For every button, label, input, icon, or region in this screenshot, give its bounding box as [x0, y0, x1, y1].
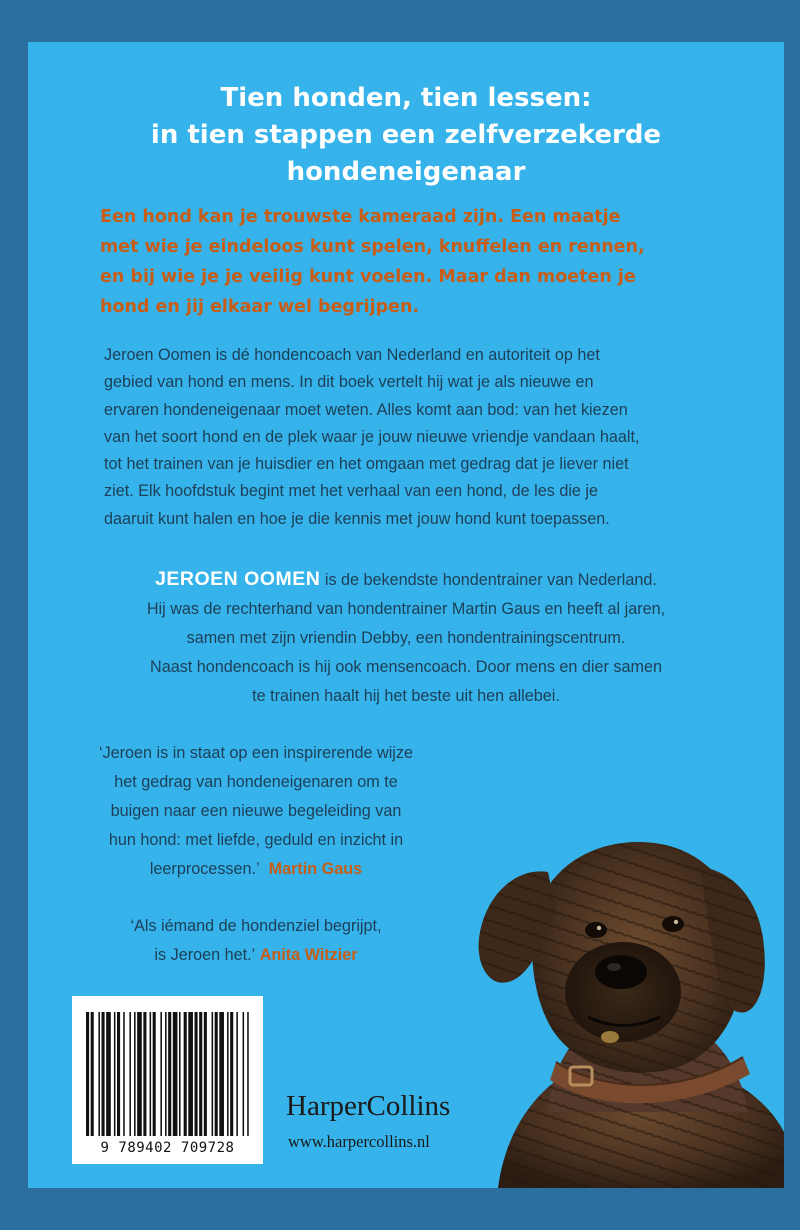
barcode-bar: [91, 1012, 94, 1136]
body-line: tot het trainen van je huisdier en het omgaan met gedrag dat je liever niet: [104, 455, 629, 474]
barcode-bar: [106, 1012, 111, 1136]
barcode-bar: [134, 1012, 136, 1136]
bio-line: Naast hondencoach is hij ook mensencoach. Door mens en dier samen: [150, 658, 662, 676]
lead-line: hond en jij elkaar wel begrijpen.: [100, 297, 420, 317]
barcode-bar: [114, 1012, 116, 1136]
body-line: Jeroen Oomen is dé hondencoach van Nederland en autoriteit op het: [104, 346, 600, 364]
headline-line: hondeneigenaar: [286, 157, 526, 187]
barcode-bar: [247, 1012, 249, 1136]
quote-line: hun hond: met liefde, geduld en inzicht in: [108, 831, 404, 849]
author-name: JEROEN OOMEN: [155, 568, 321, 590]
quote-anita-witzier: [86, 912, 426, 970]
publisher-logo: HarperCollins: [286, 1090, 451, 1122]
lead-line: Een hond kan je trouwste kameraad zijn. Een maatje: [100, 207, 621, 227]
quote-line: buigen naar een nieuwe begeleiding van: [110, 802, 402, 820]
bio-first-line: [28, 565, 784, 595]
bio-first-line-text: is de bekendste hondentrainer van Nederland.: [320, 571, 657, 589]
barcode-bar: [188, 1012, 193, 1136]
description-paragraph: [104, 342, 744, 533]
barcode-bar: [204, 1012, 207, 1136]
barcode-bar: [199, 1012, 202, 1136]
body-line: gebied van hond en mens. In dit boek vertelt hij wat je als nieuwe en: [104, 373, 594, 392]
quote-last-line: [86, 855, 426, 884]
quote-text: leerprocessen.’: [149, 860, 260, 878]
isbn-number: 9 789402 709728: [100, 1140, 235, 1156]
barcode-bar: [227, 1012, 229, 1136]
barcode-bar: [219, 1012, 224, 1136]
barcode-bar: [153, 1012, 156, 1136]
body-line: van het soort hond en de plek waar je jouw nieuwe vriendje vandaan haalt,: [104, 427, 640, 446]
quote-attribution: Martin Gaus: [268, 860, 363, 878]
lead-line: en bij wie je je veilig kunt voelen. Maar dan moeten je: [100, 267, 636, 287]
bio-line: samen met zijn vriendin Debby, een hondentrainingscentrum.: [186, 629, 626, 647]
barcode-bar: [184, 1012, 187, 1136]
barcode-bar: [86, 1012, 89, 1136]
body-line: ervaren hondeneigenaar moet weten. Alles komt aan bod: van het kiezen: [104, 400, 628, 419]
cover-headline: [28, 80, 784, 191]
barcode-bar: [236, 1012, 238, 1136]
barcode-bar: [143, 1012, 146, 1136]
barcode-bar: [168, 1012, 171, 1136]
dog-photo: [438, 812, 784, 1188]
barcode-bar: [212, 1012, 214, 1136]
barcode-bar: [179, 1012, 181, 1136]
barcode-bar: [173, 1012, 178, 1136]
barcode-bar: [215, 1012, 218, 1136]
barcode-bar: [137, 1012, 142, 1136]
barcode-bar: [117, 1012, 120, 1136]
barcode-bar: [160, 1012, 162, 1136]
barcode-bar: [195, 1012, 198, 1136]
author-bio: [28, 565, 784, 711]
barcode: [72, 996, 263, 1164]
barcode-bar: [123, 1012, 125, 1136]
back-cover: [28, 42, 784, 1188]
body-line: daaruit kunt halen en hoe je die kennis met jouw hond kunt toepassen.: [104, 509, 610, 528]
quote-line: ‘Als iémand de hondenziel begrijpt,: [130, 917, 382, 935]
quote-line: het gedrag van hondeneigenaren om te: [114, 773, 398, 791]
lead-line: met wie je eindeloos kunt spelen, knuffelen en rennen,: [100, 237, 645, 257]
body-line: ziet. Elk hoofdstuk begint met het verhaal van een hond, de les die je: [104, 482, 599, 501]
quote-attribution: Anita Witzier: [259, 946, 358, 964]
barcode-bar: [165, 1012, 167, 1136]
quote-text: is Jeroen het.’: [154, 946, 256, 964]
barcode-bar: [230, 1012, 233, 1136]
barcode-bar: [129, 1012, 131, 1136]
quote-martin-gaus: [86, 739, 426, 884]
barcode-bar: [98, 1012, 100, 1136]
lead-paragraph: [100, 202, 740, 322]
quote-line: ‘Jeroen is in staat op een inspirerende wijze: [98, 744, 414, 762]
barcode-bars: [72, 996, 263, 1164]
publisher-website: www.harpercollins.nl: [288, 1132, 430, 1151]
barcode-bar: [150, 1012, 152, 1136]
barcode-bar: [102, 1012, 105, 1136]
barcode-bar: [243, 1012, 245, 1136]
bio-line: Hij was de rechterhand van hondentrainer Martin Gaus en heeft al jaren,: [146, 600, 666, 618]
bio-line: te trainen haalt hij het beste uit hen allebei.: [252, 687, 560, 705]
quote-last-line: [86, 941, 426, 970]
headline-line: in tien stappen een zelfverzekerde: [150, 120, 662, 150]
headline-line: Tien honden, tien lessen:: [220, 83, 592, 113]
